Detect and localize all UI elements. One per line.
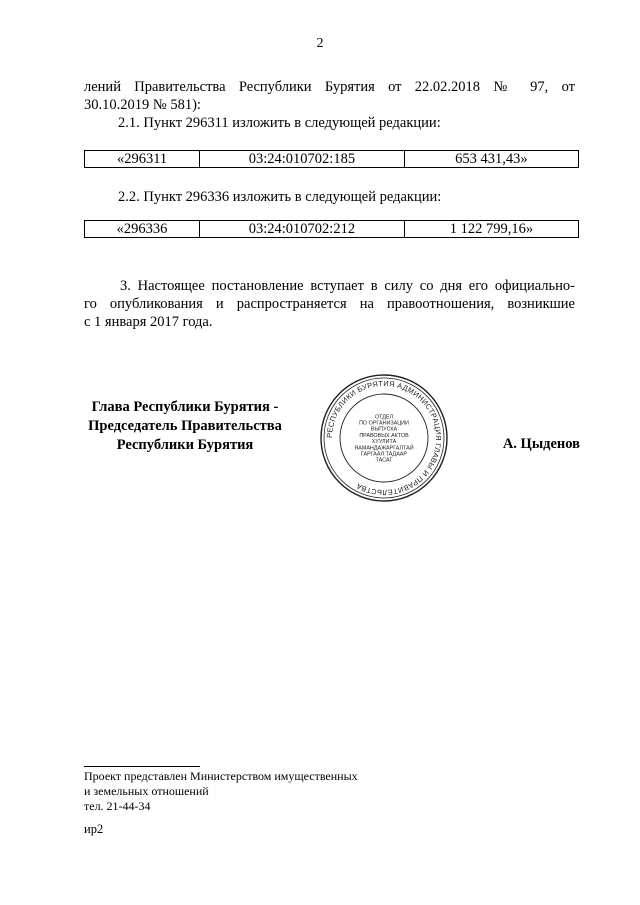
item-2-2-text: 2.2. Пункт 296336 изложить в следующей редакции: bbox=[118, 189, 442, 205]
stamp-outer-text: РЕСПУБЛИКИ БУРЯТИЯ АДМИНИСТРАЦИЯ ГЛАВЫ И ПРАВИТЕЛЬСТВА bbox=[324, 378, 444, 498]
stamp-center-line: ПРАВОВЫХ АКТОВ bbox=[359, 432, 409, 439]
item-2-1-text: 2.1. Пункт 296311 изложить в следующей редакции: bbox=[118, 115, 441, 131]
stamp-center-line: ОТДЕЛ bbox=[374, 414, 394, 421]
stamp-center-line: ЯАМАНДАЖАРГАЛТАЙ bbox=[354, 445, 414, 452]
footnote-divider bbox=[84, 766, 200, 767]
table-item-2-2 bbox=[84, 220, 579, 238]
table-cell-number: «296336 bbox=[85, 221, 200, 238]
page-number: 2 bbox=[316, 36, 324, 51]
table-cell-cadastral: 03:24:010702:212 bbox=[200, 221, 405, 238]
table-cell-cadastral: 03:24:010702:185 bbox=[200, 151, 405, 168]
footnote-line-3: тел. 21-44-34 bbox=[84, 799, 151, 813]
signatory-title bbox=[70, 398, 300, 455]
stamp-center-line: ХУУЛИТА bbox=[371, 439, 397, 446]
table-cell-value: 653 431,43» bbox=[404, 151, 578, 168]
footnote-line-1: Проект представлен Министерством имущественных bbox=[84, 769, 358, 783]
signatory-title-line-2: Председатель Правительства bbox=[88, 418, 282, 434]
table-cell-value: 1 122 799,16» bbox=[404, 221, 578, 238]
stamp-center-line: ПО ОРГАНИЗАЦИИ bbox=[359, 420, 409, 427]
stamp-center-line: ГАРГААЛ ТАДААР bbox=[361, 451, 407, 458]
stamp-center-line: ВЫПУСКА bbox=[370, 426, 398, 433]
item-3-line-3: с 1 января 2017 года. bbox=[84, 314, 213, 330]
official-seal-stamp bbox=[318, 372, 450, 504]
document-code: ир2 bbox=[84, 822, 104, 836]
item-3-paragraph bbox=[84, 277, 575, 331]
table-row bbox=[85, 221, 579, 238]
item-3-line-2: го опубликования и распространяется на правоотношения, возникшие bbox=[84, 296, 575, 312]
footnote-line-2: и земельных отношений bbox=[84, 784, 209, 798]
intro-line-1: лений Правительства Республики Бурятия от 22.02.2018 № 97, от bbox=[84, 79, 575, 95]
signatory-title-line-3: Республики Бурятия bbox=[116, 437, 254, 453]
stamp-center-line: ТАСАГ bbox=[375, 457, 393, 464]
table-row bbox=[85, 151, 579, 168]
signatory-name: А. Цыденов bbox=[502, 436, 580, 452]
signatory-title-line-1: Глава Республики Бурятия - bbox=[91, 399, 279, 415]
item-3-line-1: 3. Настоящее постановление вступает в силу со дня его официально- bbox=[120, 278, 575, 294]
stamp-center-text bbox=[354, 414, 413, 463]
table-item-2-1 bbox=[84, 150, 579, 168]
intro-line-2: 30.10.2019 № 581): bbox=[84, 97, 201, 113]
intro-paragraph bbox=[84, 78, 575, 114]
footnote bbox=[84, 769, 358, 814]
table-cell-number: «296311 bbox=[85, 151, 200, 168]
